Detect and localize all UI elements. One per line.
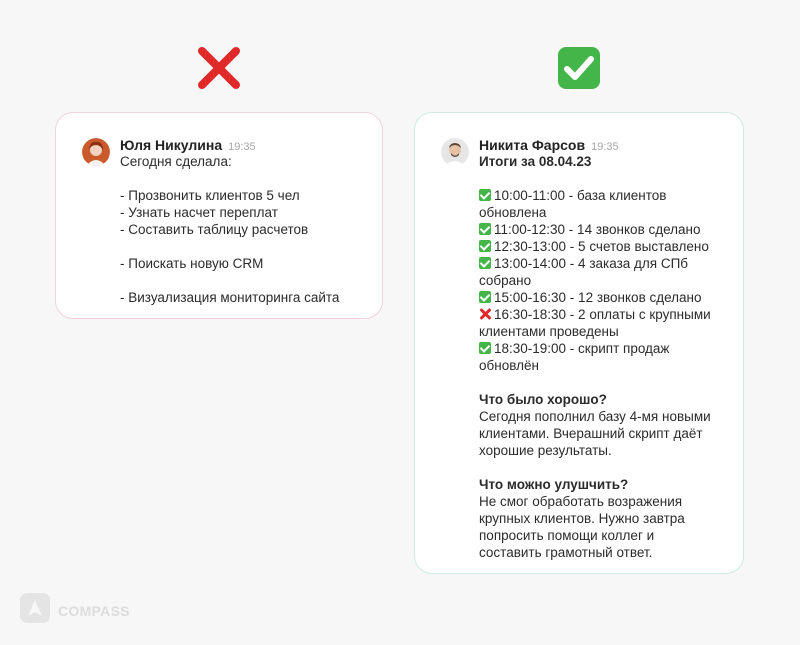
- message-body: [120, 153, 380, 306]
- message-line: - Поискать новую CRM: [120, 256, 264, 271]
- message-line: - Визуализация мониторинга сайта: [120, 290, 340, 305]
- message-line: [120, 170, 380, 187]
- red-cross-icon: [196, 45, 242, 96]
- task-item: 13:00-14:00 - 4 заказа для СПб: [479, 255, 739, 272]
- check-icon: [479, 342, 491, 354]
- message-line: [120, 238, 380, 255]
- improve-text-line: крупных клиентов. Нужно завтра: [479, 511, 685, 526]
- message-time: 19:35: [591, 141, 619, 153]
- good-text-line: клиентами. Вчерашний скрипт даёт: [479, 426, 703, 441]
- check-icon: [479, 257, 491, 269]
- cross-icon: [479, 308, 491, 320]
- task-item-continuation: обновлена: [479, 205, 547, 220]
- good-text-line: хорошие результаты.: [479, 443, 612, 458]
- task-item: 16:30-18:30 - 2 оплаты с крупными: [479, 306, 739, 323]
- message-body: [479, 153, 739, 561]
- task-item: 15:00-16:30 - 12 звонков сделано: [479, 289, 739, 306]
- improve-text-line: попросить помощи коллег и: [479, 528, 655, 543]
- improve-text-line: составить грамотный ответ.: [479, 545, 653, 560]
- task-item-continuation: обновлён: [479, 358, 539, 373]
- logo-text: COMPASS: [58, 602, 130, 619]
- author-name: Никита Фарсов 19:35: [479, 137, 619, 153]
- check-icon: [479, 189, 491, 201]
- check-icon: [479, 223, 491, 235]
- avatar: [441, 138, 469, 166]
- improve-heading: Что можно улушчить?: [479, 477, 629, 492]
- message-line: - Прозвонить клиентов 5 чел: [120, 188, 300, 203]
- report-title: Итоги за 08.04.23: [479, 154, 592, 169]
- bad-example-message-card: [55, 112, 383, 319]
- task-item: 11:00-12:30 - 14 звонков сделано: [479, 221, 739, 238]
- task-item-continuation: собрано: [479, 273, 532, 288]
- check-icon: [479, 291, 491, 303]
- task-item: 10:00-11:00 - база клиентов: [479, 187, 739, 204]
- compass-logo: [20, 593, 130, 628]
- compass-logo-icon: [20, 593, 50, 628]
- message-time: 19:35: [228, 141, 256, 153]
- message-line: - Узнать насчет переплат: [120, 205, 278, 220]
- message-line: - Составить таблицу расчетов: [120, 222, 309, 237]
- message-line: Сегодня сделала:: [120, 154, 232, 169]
- good-heading: Что было хорошо?: [479, 392, 607, 407]
- task-item: 18:30-19:00 - скрипт продаж: [479, 340, 739, 357]
- task-item: 12:30-13:00 - 5 счетов выставлено: [479, 238, 739, 255]
- improve-text-line: Не смог обработать возражения: [479, 494, 683, 509]
- avatar: [82, 138, 110, 166]
- check-icon: [479, 240, 491, 252]
- author-name: Юля Никулина 19:35: [120, 137, 256, 153]
- good-example-message-card: [414, 112, 744, 574]
- task-item-continuation: клиентами проведены: [479, 324, 619, 339]
- green-check-icon: [556, 45, 602, 96]
- message-line: [120, 272, 380, 289]
- good-text-line: Сегодня пополнил базу 4-мя новыми: [479, 409, 711, 424]
